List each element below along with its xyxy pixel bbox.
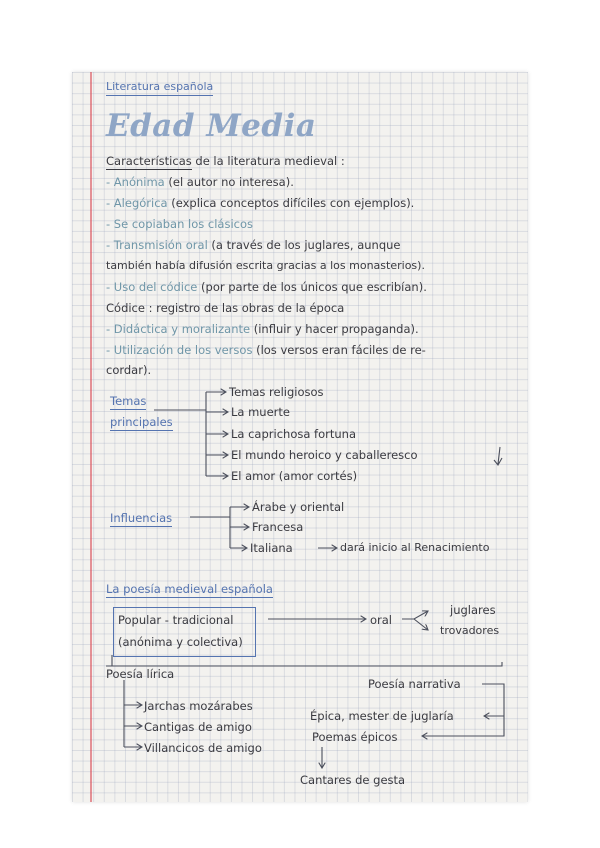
themes-label-line1: Temas: [110, 394, 147, 408]
box-line1: Popular - tradicional: [118, 613, 234, 627]
lirica-item: Cantigas de amigo: [144, 720, 252, 734]
characteristic-text: (explica conceptos difíciles con ejemplos).: [167, 196, 415, 210]
poemas-epicos-label: Poemas épicos: [312, 730, 398, 744]
characteristic-text: también había difusión escrita gracias a los monasterios).: [106, 259, 425, 272]
characteristics-heading-rest: de la literatura medieval :: [191, 154, 345, 168]
box-line2: (anónima y colectiva): [118, 635, 243, 649]
narrativa-label: Poesía narrativa: [368, 677, 461, 691]
influences-label: Influencias: [110, 511, 173, 525]
theme-item: La caprichosa fortuna: [231, 427, 356, 441]
epica-label: Épica, mester de juglaría: [310, 709, 454, 723]
characteristic-text: (el autor no interesa).: [164, 175, 294, 189]
trovadores-label: trovadores: [440, 624, 500, 637]
oral-label: oral: [370, 613, 393, 627]
theme-item: El mundo heroico y caballeresco: [231, 448, 418, 462]
characteristic-text: (los versos eran fáciles de re-: [252, 343, 426, 357]
characteristic-text: (a través de los juglares, aunque: [207, 238, 401, 252]
characteristic-key: - Transmisión oral: [106, 238, 208, 252]
characteristic-text: (influir y hacer propaganda).: [250, 322, 419, 336]
notebook-page: [72, 72, 528, 802]
theme-item: La muerte: [231, 405, 290, 419]
characteristic-key: - Anónima: [106, 175, 165, 189]
lirica-item: Villancicos de amigo: [144, 741, 262, 755]
characteristic-key: - Utilización de los versos: [106, 343, 253, 357]
characteristic-key: - Didáctica y moralizante: [106, 322, 251, 336]
influence-note: dará inicio al Renacimiento: [340, 541, 490, 554]
characteristics-heading-key: Características: [106, 154, 192, 168]
poetry-heading: La poesía medieval española: [106, 582, 273, 596]
themes-label-line2: principales: [110, 415, 173, 429]
juglares-label: juglares: [450, 603, 496, 617]
cantares-label: Cantares de gesta: [300, 773, 406, 787]
theme-item: El amor (amor cortés): [231, 469, 358, 483]
lirica-item: Jarchas mozárabes: [144, 699, 253, 713]
characteristic-text: (por parte de los únicos que escribían).: [197, 280, 427, 294]
subject-label: Literatura española: [106, 80, 213, 96]
characteristic-text: Códice : registro de las obras de la época: [106, 301, 345, 315]
characteristic-key: - Alegórica: [106, 196, 168, 210]
lirica-label: Poesía lírica: [106, 667, 175, 681]
theme-item: Temas religiosos: [229, 385, 324, 399]
connector-lines: [72, 72, 528, 802]
characteristic-key: - Uso del códice: [106, 280, 198, 294]
page-title: Edad Media: [106, 108, 317, 144]
influence-item: Italiana: [250, 541, 293, 555]
characteristic-text: cordar).: [106, 363, 152, 377]
characteristic-key: - Se copiaban los clásicos: [106, 217, 254, 231]
influence-item: Árabe y oriental: [252, 500, 345, 514]
influence-item: Francesa: [252, 520, 304, 534]
